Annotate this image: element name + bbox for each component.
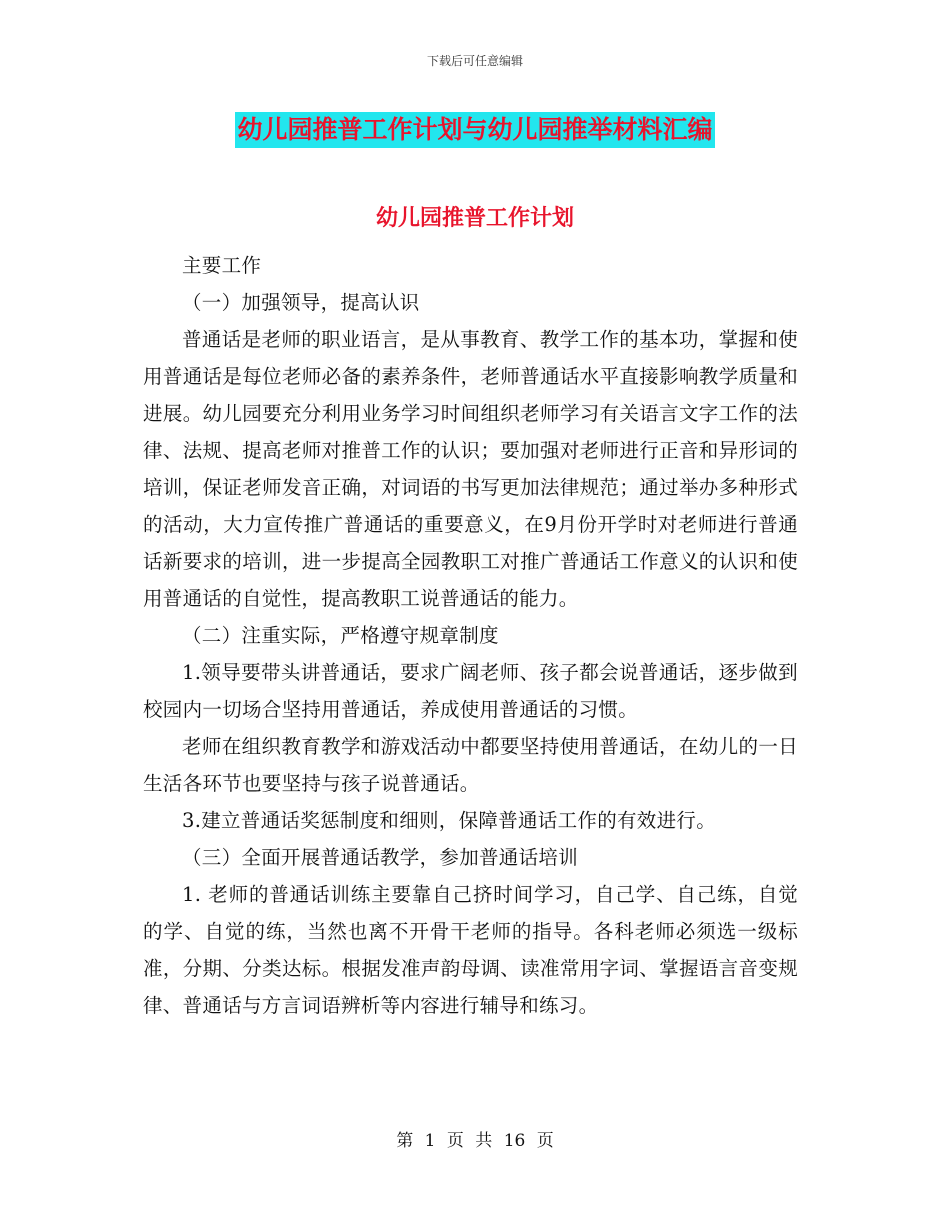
- page-number: 第 1 页 共 16 页: [396, 1131, 554, 1151]
- main-title: 幼儿园推普工作计划与幼儿园推举材料汇编: [235, 112, 714, 148]
- paragraph: 1. 老师的普通话训练主要靠自己挤时间学习，自己学、自己练，自觉的学、自觉的练，当然也离不开骨干老师的指导。各科老师必须选一级标准，分期、分类达标。根据发准声韵母调、读准常用字词、掌握语言音变规律、普通话与方言词语辨析等内容进行辅导和练习。: [143, 883, 798, 1017]
- section-title: 幼儿园推普工作计划: [375, 205, 574, 231]
- paragraph: 老师在组织教育教学和游戏活动中都要坚持使用普通话，在幼儿的一日生活各环节也要坚持与孩子说普通话。: [143, 735, 798, 795]
- paragraph: （一）加强领导，提高认识: [182, 291, 420, 314]
- page-header: 下载后可任意编辑: [426, 54, 523, 68]
- body-text: [143, 247, 798, 1024]
- paragraph: 1.领导要带头讲普通话，要求广阔老师、孩子都会说普通话，逐步做到校园内一切场合坚持用普通话，养成使用普通话的习惯。: [143, 661, 798, 721]
- main-title-wrap: [0, 112, 950, 148]
- paragraph: （二）注重实际，严格遵守规章制度: [182, 624, 499, 647]
- paragraph: 3.建立普通话奖惩制度和细则，保障普通话工作的有效进行。: [182, 809, 717, 832]
- paragraph: 普通话是老师的职业语言，是从事教育、教学工作的基本功，掌握和使用普通话是每位老师必备的素养条件，老师普通话水平直接影响教学质量和进展。幼儿园要充分利用业务学习时间组织老师学习有关语言文字工作的法律、法规、提高老师对推普工作的认识；要加强对老师进行正音和异形词的培训，保证老师发音正确，对词语的书写更加法律规范；通过举办多种形式的活动，大力宣传推广普通话的重要意义，在9月份开学时对老师进行普通话新要求的培训，进一步提高全园教职工对推广普通话工作意义的认识和使用普通话的自觉性，提高教职工说普通话的能力。: [143, 328, 798, 610]
- paragraph: （三）全面开展普通话教学，参加普通话培训: [182, 846, 579, 869]
- paragraph: 主要工作: [182, 254, 262, 277]
